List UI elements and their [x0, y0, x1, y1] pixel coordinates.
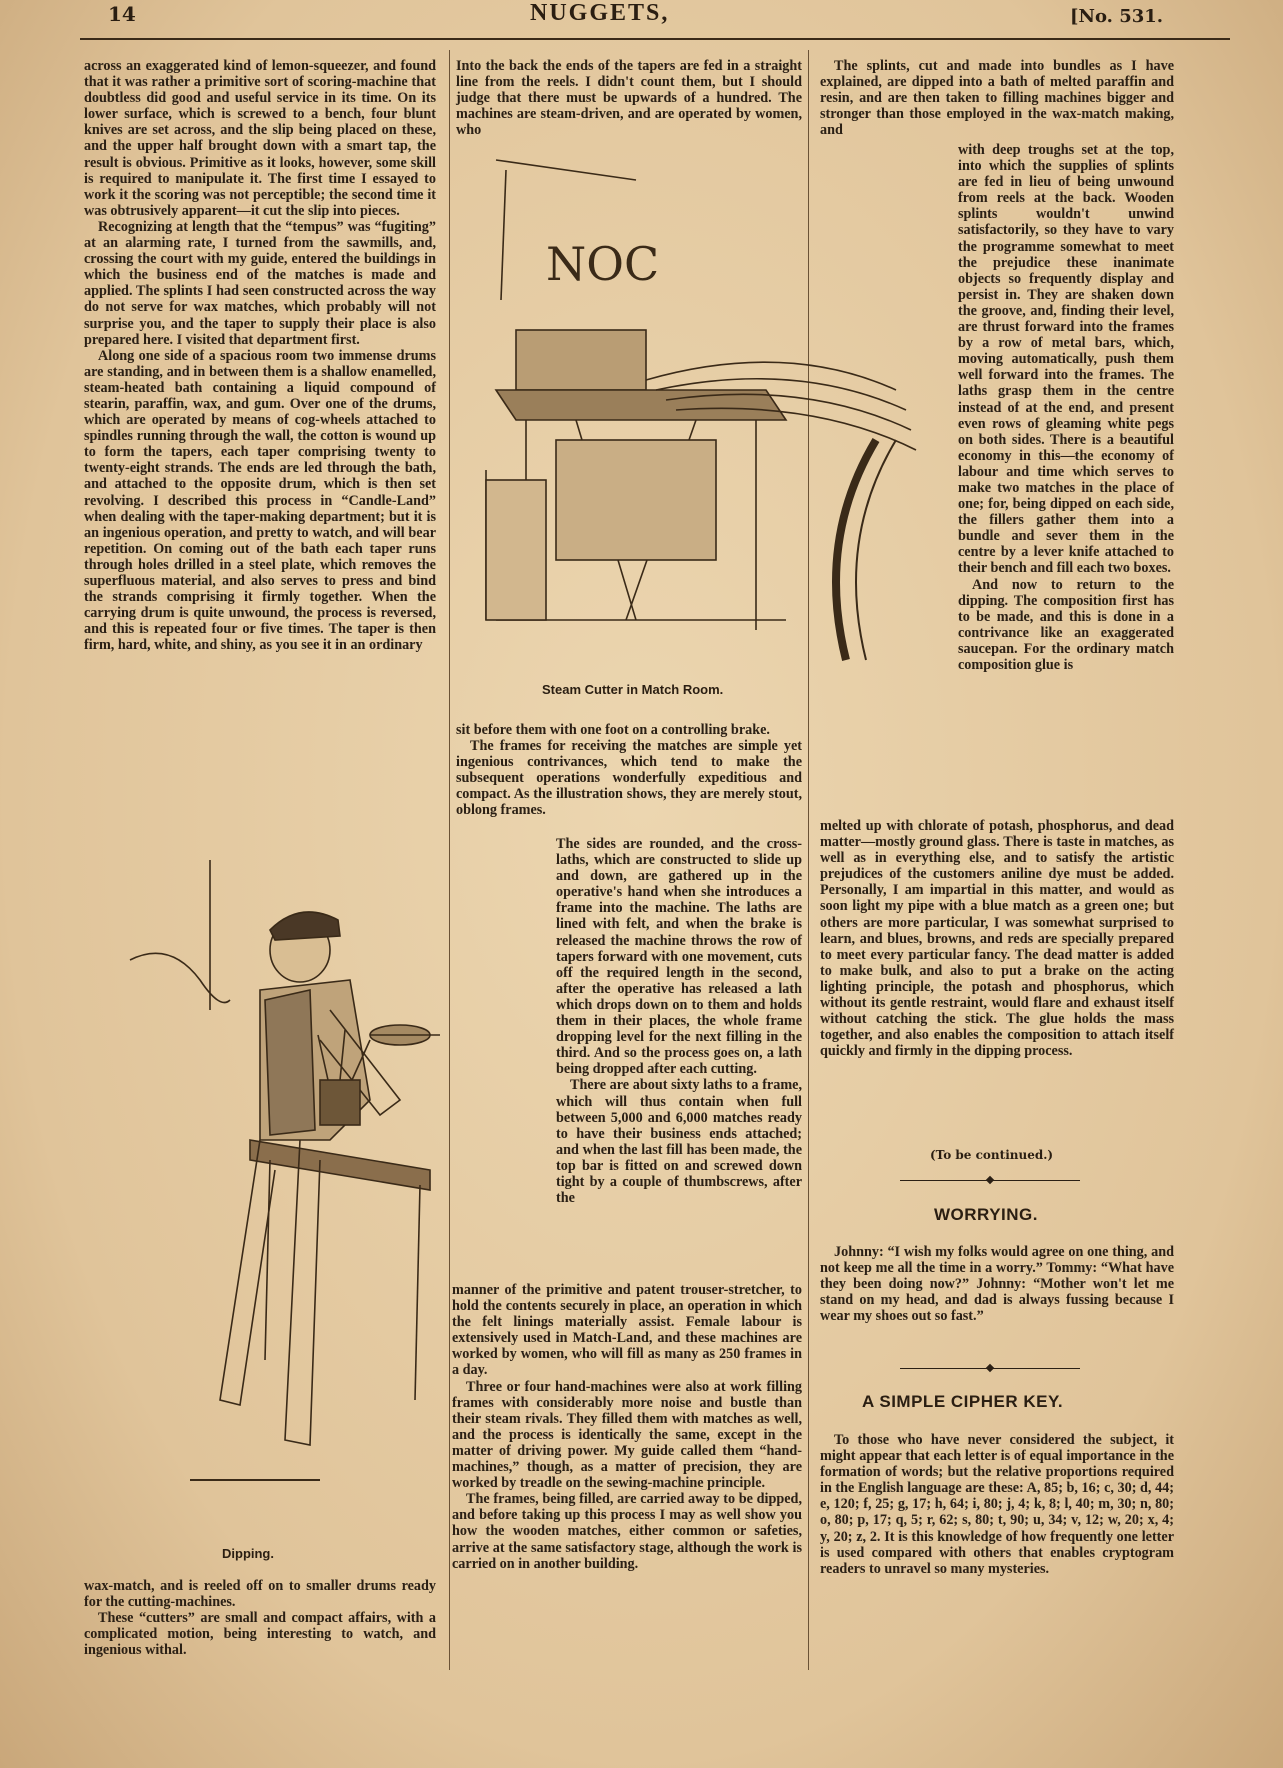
column-1-top — [84, 58, 436, 653]
column-divider — [449, 50, 450, 1670]
paragraph: with deep troughs set at the top, into which the supplies of splints are fed in lieu of being unwound from reels at the back. Wooden splints wouldn't unwind satisfactorily, so they have to vary the programme somewhat to meet the prejudice these inanimate objects so frequently display and persist in. They are shaken down the groove, and, finding their level, are thrust forward into the frames by a row of metal bars, which, moving automatically, push them well forward into the frames. The laths grasp them in the centre instead of at the end, and present even rows of gleaming white pegs on both sides. There is a beautiful economy in this—the economy of labour and time which serves to make two matches in the place of one; for, being dipped on each side, the fillers gather them into a bundle and sever them in the centre by a lever knife attached to their bench and fill each two boxes. — [958, 142, 1174, 577]
column-3-wrap — [958, 142, 1174, 673]
paragraph: melted up with chlorate of potash, phosphorus, and dead matter—mostly ground glass. There is taste in matches, as well as in everything else, and to satisfy the artistic prejudices of the customers aniline dye must be added. Personally, I am impartial in this matter, and would as soon light my pipe with a blue match as a green one; but others are more particular, I was somewhat surprised to learn, and blues, browns, and reds are specially prepared to meet every particular fancy. The dead matter is added to make bulk, and also to put a brake on the acting lighting principle, the potash and phosphorus, which without its gentle restraint, would flare and exhaust itself without catching the stick. The glue holds the mass together, and also enables the composition to attach itself quickly and firmly in the dipping process. — [820, 818, 1174, 1060]
steam-cutter-engraving — [456, 140, 976, 680]
paragraph: Into the back the ends of the tapers are fed in a straight line from the reels. I didn't count them, but I should judge that there must be upwards of a hundred. The machines are steam-driven, and are operated by women, who — [456, 58, 802, 139]
column-3-middle — [820, 818, 1174, 1059]
column-1-bottom — [84, 1578, 436, 1658]
paragraph: The frames, being filled, are carried away to be dipped, and before taking up this process I may as well show you how the wooden matches, either common or safeties, arrive at the same satisfactory stage, although the work is carried on in another building. — [452, 1491, 802, 1572]
issue-number: [No. 531. — [1070, 6, 1164, 27]
column-2-wrap — [556, 836, 802, 1206]
paragraph: Recognizing at length that the “tempus” was “fugiting” at an alarming rate, I turned from the sawmills, and, crossing the court with my guide, entered the buildings in which the business end of the matches is made and applied. The splints I had seen constructed across the way do not serve for wax matches, which probably will not surprise you, and the taper to supply their place is also prepared here. I visited that department first. — [84, 218, 436, 348]
paragraph: wax-match, and is reeled off on to smaller drums ready for the cutting-machines. — [84, 1578, 436, 1611]
figure-caption-steam-cutter: Steam Cutter in Match Room. — [542, 682, 724, 697]
paragraph: The sides are rounded, and the cross-laths, which are constructed to slide up and down, are gathered up in the operative's hand when she introduces a frame into the machine. The laths are lined with felt, and when the brake is released the machine throws the row of tapers forward with one movement, cuts off the required length in the second, after the operative has released a lath which drops down on to them and holds them in their places, the whole frame dropping level for the next filling in the third. And so the process goes on, a lath being dropped after each cutting. — [556, 836, 802, 1078]
paragraph: Johnny: “I wish my folks would agree on one thing, and not keep me all the time in a worry.” Tommy: “What have they been doing now?” Johnny: “Mother won't let me stand on my head, and dad is always fussing because I wear my shoes out so fast.” — [820, 1244, 1174, 1325]
divider-ornament — [986, 1364, 994, 1372]
paragraph: The splints, cut and made into bundles as I have explained, are dipped into a bath of melted paraffin and resin, and are then taken to filling machines bigger and stronger than those employed in the wax-match making, and — [820, 58, 1174, 139]
figure-caption-dipping: Dipping. — [222, 1546, 274, 1561]
paragraph: There are about sixty laths to a frame, which will thus contain when full between 5,000 and 6,000 matches ready to have their business ends attached; and when the last fill has been made, the top bar is fitted on and screwed down tight by a couple of thumbscrews, after the — [556, 1077, 802, 1207]
paragraph: across an exaggerated kind of lemon-squeezer, and found that it was rather a primitive sort of scoring-machine that doubtless did good and useful service in its time. On its lower surface, which is screwed to a bench, four blunt knives are set across, and the slip being placed on these, and the upper half brought down with a smart tap, the result is obvious. Primitive as it looks, however, some skill is required to manipulate it. The first time I essayed to work it the scoring was not perceptible; the second time it was obtrusively apparent—it cut the slip into pieces. — [84, 58, 436, 219]
cipher-heading: A SIMPLE CIPHER KEY. — [862, 1392, 1064, 1411]
paragraph: Along one side of a spacious room two immense drums are standing, and in between them is a shallow enamelled, steam-heated bath containing a liquid compound of stearin, paraffin, wax, and gum. Over one of the drums, which are operated by means of cog-wheels attached to spindles running through the wall, the cotton is wound up to form the tapers, each taper comprising twenty to twenty-eight strands. The ends are led through the bath, and attached to the opposite drum, which is then set revolving. I described this process in “Candle-Land” when dealing with the taper-making department; but it is an ingenious operation, and pretty to watch, and will bear repetition. On coming out of the bath each taper runs through holes drilled in a steel plate, which removes the superfluous material, and also serves to press and bind the strands comprising it firmly together. When the carrying drum is quite unwound, the process is reversed, and this is repeated four or five times. The taper is then firm, hard, white, and shiny, as you see it in an ordinary — [84, 347, 436, 654]
page-number: 14 — [108, 2, 136, 26]
worrying-text — [820, 1244, 1174, 1324]
paragraph: And now to return to the dipping. The composition first has to be made, and this is done in a contrivance like an exaggerated saucepan. For the ordinary match composition glue is — [958, 576, 1174, 673]
paragraph: Three or four hand-machines were also at work filling frames with considerably more noise and bustle than their steam rivals. They filled them with matches as well, and the process is identically the same, except in the matter of driving power. My guide called them “hand-machines,” though, as a matter of precision, they are worked by treadle on the sewing-machine principle. — [452, 1378, 802, 1492]
column-2-middle — [456, 722, 802, 819]
steam-cutter-illustration — [456, 140, 976, 680]
column-2-bottom — [452, 1282, 802, 1572]
worrying-heading: WORRYING. — [934, 1205, 1038, 1224]
column-3-top — [820, 58, 1174, 138]
svg-text:NOC: NOC — [546, 237, 660, 291]
column-2-top — [456, 58, 802, 138]
paragraph: manner of the primitive and patent trouser-stretcher, to hold the contents securely in place, an operation in which the felt linings materially assist. Female labour is extensively used in Match-Land, and these machines are worked by women, who will fill as many as 250 frames in a day. — [452, 1282, 802, 1379]
cipher-text — [820, 1432, 1174, 1577]
header-rule — [80, 38, 1230, 40]
paragraph: sit before them with one foot on a controlling brake. — [456, 722, 770, 738]
paragraph: The frames for receiving the matches are simple yet ingenious contrivances, which tend to make the subsequent operations wonderfully expeditious and compact. As the illustration shows, they are merely stout, oblong frames. — [456, 738, 802, 819]
dipping-engraving — [70, 840, 440, 1560]
masthead-title: NUGGETS, — [530, 0, 670, 26]
divider-ornament — [986, 1176, 994, 1184]
dipping-illustration — [70, 840, 440, 1560]
paragraph: To those who have never considered the subject, it might appear that each letter is of equal importance in the formation of words; but the relative proportions required in the English language are these: A, 85; b, 16; c, 30; d, 44; e, 120; f, 25; g, 17; h, 64; i, 80; j, 4; k, 8; l, 40; m, 30; n, 80; o, 80; p, 17; q, 5; r, 62; s, 80; t, 90; u, 34; v, 12; w, 20; x, 4; y, 20; z, 2. It is this knowledge of how frequently one letter is used compared with others that enables cryptogram readers to unravel so many mysteries. — [820, 1432, 1174, 1577]
to-be-continued: (To be continued.) — [930, 1148, 1054, 1162]
paragraph: These “cutters” are small and compact affairs, with a complicated motion, being interesting to watch, and ingenious withal. — [84, 1610, 436, 1659]
